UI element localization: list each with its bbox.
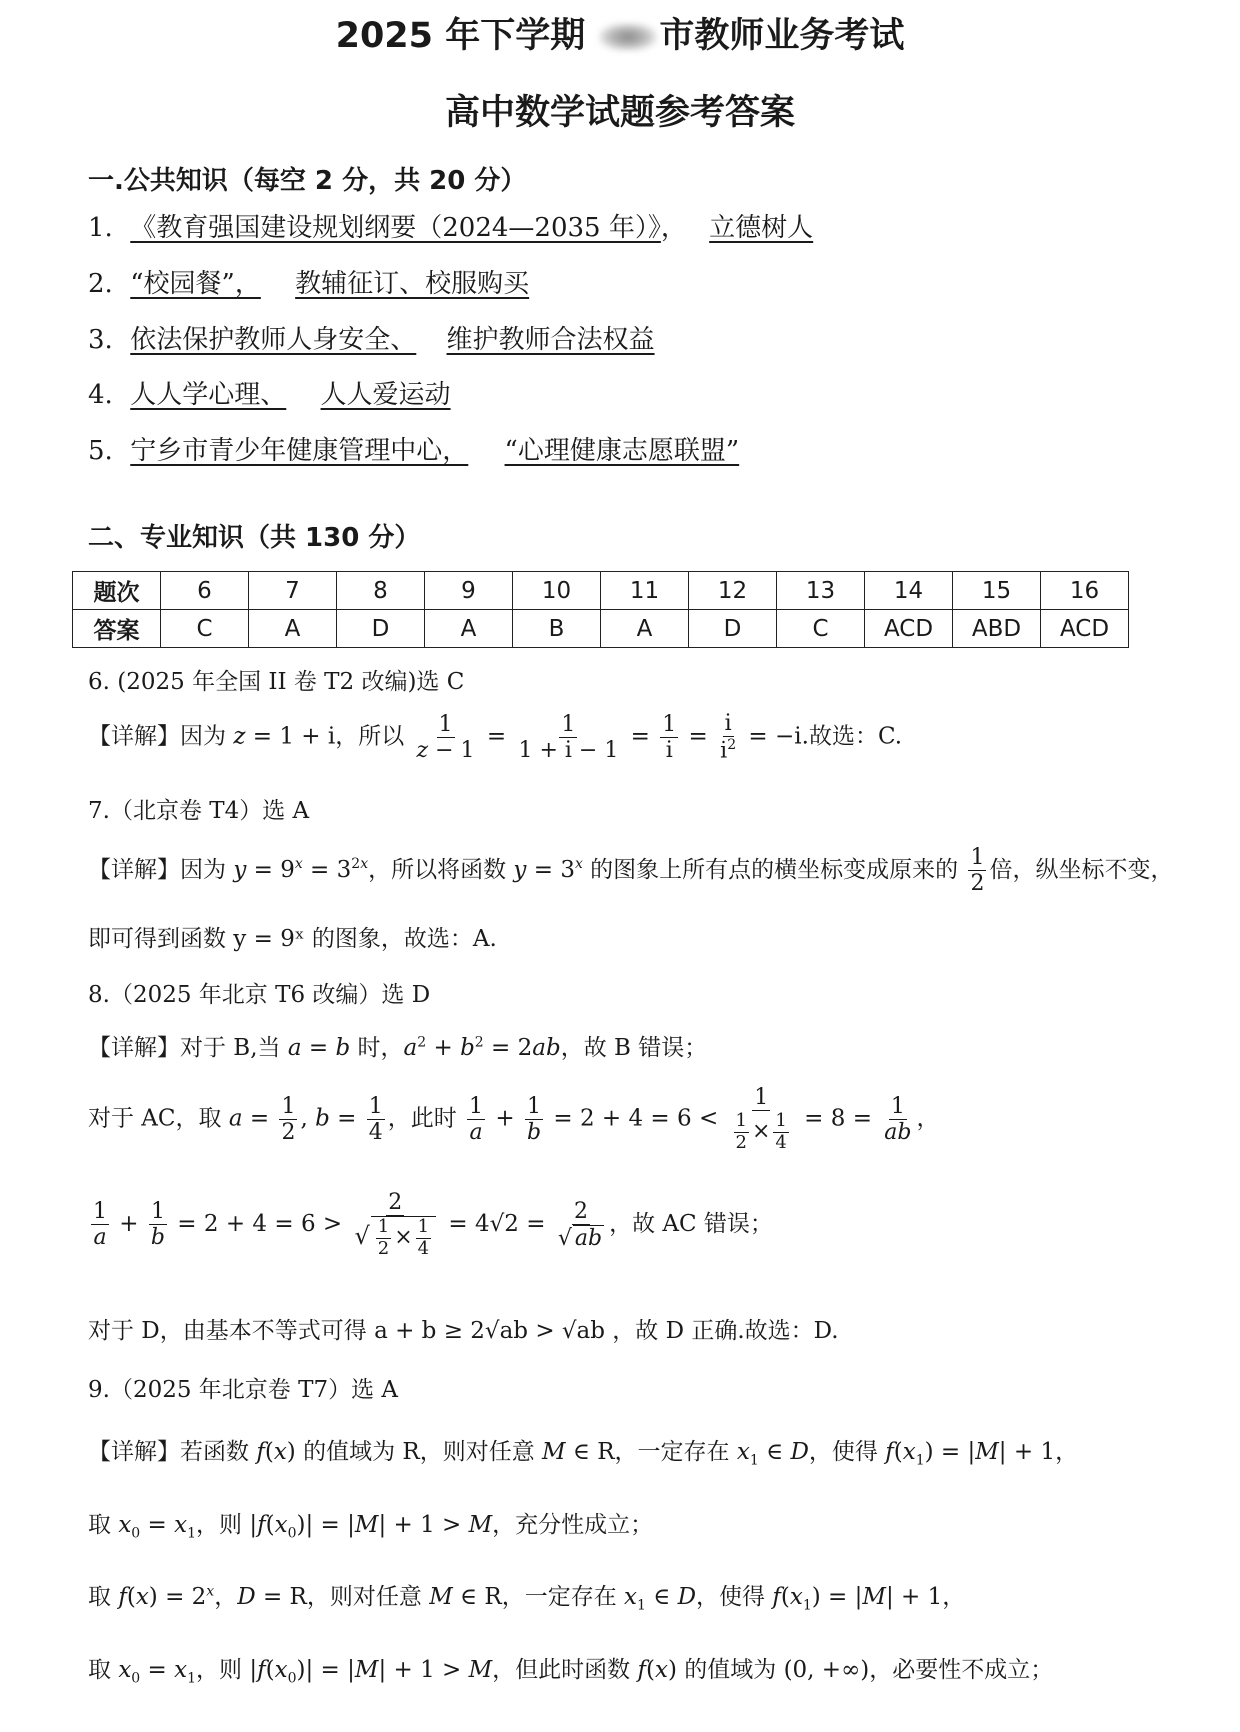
q8-heading: 8.（2025 年北京 T6 改编）选 D [88, 982, 431, 1008]
answer-key-table [72, 571, 1129, 648]
document-subtitle: 高中数学试题参考答案 [444, 93, 795, 133]
q8-detail-ac: 对于 AC，取 a = $\frac{1}{2}$ , b = $\frac{1}{4}$ ，此时 $\frac{1}{a}$ + $\frac{1}{b}$ = 2 + 4 = 6 < 1 $\frac{1}{2}$ × $\frac{1}{4}$ = 8 = $\frac{1}{ab}$ ， [88, 1085, 940, 1153]
q7-detail-line2: 即可得到函数 y = 9ˣ 的图象，故选：A. [88, 926, 497, 952]
section-heading-public: 一.公共知识（每空 2 分，共 20 分） [88, 166, 527, 196]
answer-item: 5. 宁乡市青少年健康管理中心， “心理健康志愿联盟” [88, 436, 740, 466]
q7-detail: 【详解】因为 $y = 9^x = 3^{2x}$，所以将函数 $y = 3^x$ 的图象上所有点的横坐标变成原来的 $\frac{1}{2}$ 倍，纵坐标不变， [88, 845, 1174, 897]
q9-detail-2: 取 $x_0 = x_1$，则 $|f(x_0)| = |M| + 1 > M$，充分性成立； [88, 1512, 654, 1542]
q9-detail-4: 取 $x_0 = x_1$，则 $|f(x_0)| = |M| + 1 > M$，但此时函数 f(x) 的值域为 (0, +∞)，必要性不成立； [88, 1657, 1054, 1687]
q7-heading: 7.（北京卷 T4）选 A [88, 798, 310, 824]
q8-detail-d: 对于 D，由基本不等式可得 a + b ≥ 2√ab > √ab ，故 D 正确.故选：D. [88, 1318, 839, 1344]
q9-heading: 9.（2025 年北京卷 T7）选 A [88, 1377, 398, 1403]
answer-item: 2. “校园餐”， 教辅征订、校服购买 [88, 269, 530, 299]
q6-detail: 【详解】因为 z = 1 + i，所以 $\frac{1}{z - 1}$ = $\frac{1}{1 + i - 1}$ = $\frac{1}{i}$ = $\frac{i}{i^2}$ = −i.故选：C. [88, 711, 903, 764]
redacted-city-name [599, 23, 657, 51]
q9-detail-1: 【详解】若函数 f(x) 的值域为 R，则对任意 M ∈ R，一定存在 $x_1$ ∈ D，使得 $f(x_1) = |M| + 1$， [88, 1439, 1079, 1469]
table-row-answers: 答案 C A D A B A D C ACD ABD ACD [73, 610, 1129, 648]
q6-heading: 6. (2025 年全国 II 卷 T2 改编)选 C [88, 669, 465, 695]
section-heading-professional: 二、专业知识（共 130 分） [88, 523, 421, 553]
answer-item: 1. 《教育强国建设规划纲要（2024—2035 年）》， 立德树人 [88, 213, 814, 243]
answer-item: 3. 依法保护教师人身安全、 维护教师合法权益 [88, 325, 655, 355]
q9-detail-3: 取 $f(x) = 2^x$，D = R，则对任意 M ∈ R，一定存在 $x_1$ ∈ D，使得 $f(x_1) = |M| + 1$， [88, 1583, 966, 1614]
table-row-numbers: 题次 6 7 8 9 10 11 12 13 14 15 16 [73, 572, 1129, 610]
q8-detail-ac2: $\frac{1}{a}$ + $\frac{1}{b}$ = 2 + 4 = 6 > 2 √ $\frac{1}{2}$ × $\frac{1}{4}$ = 4√2 = $\frac{2}{√ ab}$ ，故 AC 错误； [93, 1190, 773, 1259]
document-title: 2025 年下学期 市教师业务考试 [335, 16, 905, 56]
q8-detail-b: 【详解】对于 B,当 a = b 时，$a^2 + b^2 = 2ab$，故 B 错误； [88, 1034, 708, 1061]
answer-item: 4. 人人学心理、 人人爱运动 [88, 380, 451, 410]
